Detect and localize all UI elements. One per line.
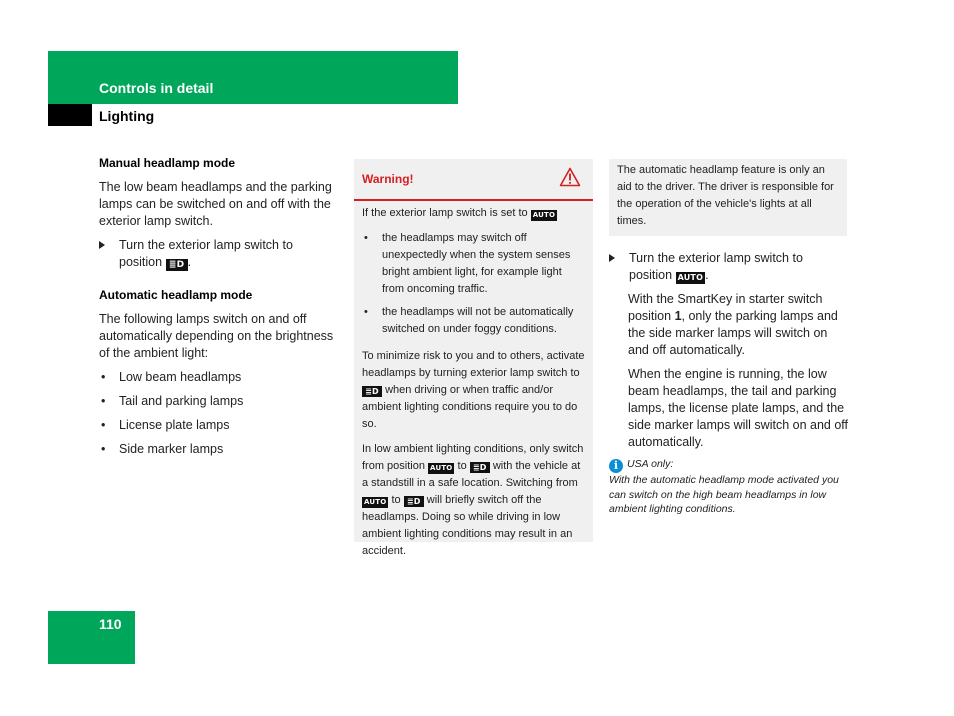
warning-bullet: • the headlamps will not be automatically switched on under foggy conditions. bbox=[362, 304, 585, 338]
left-column bbox=[99, 155, 339, 465]
usa-label: USA only: bbox=[627, 458, 674, 470]
warning-label: Warning! bbox=[362, 172, 414, 186]
auto-symbol: AUTO bbox=[677, 273, 704, 282]
warning-bullet: • the headlamps may switch off unexpectedly when the system senses bright ambient light, for example light from oncoming traffic. bbox=[362, 230, 585, 298]
warning-lead: If the exterior lamp switch is set to AUTO bbox=[362, 207, 556, 219]
info-icon: i bbox=[609, 459, 623, 473]
lamp-switch-symbol: ≣D bbox=[404, 496, 424, 507]
automatic-intro: The following lamps switch on and off automatically depending on the brightness of the ambient light: bbox=[99, 312, 334, 360]
auto-symbol: AUTO bbox=[364, 498, 387, 506]
manual-intro: The low beam headlamps and the parking lamps can be switched on and off with the exterior lamp switch. bbox=[99, 180, 332, 228]
manual-step: Turn the exterior lamp switch to position ≣D . bbox=[99, 237, 339, 271]
note-box: The automatic headlamp feature is only an aid to the driver. The driver is responsible for the operation of the vehicle's lights at all times. bbox=[609, 159, 847, 236]
warning-triangle-icon bbox=[559, 167, 581, 187]
usa-note bbox=[609, 457, 849, 517]
automatic-heading: Automatic headlamp mode bbox=[99, 288, 253, 302]
usa-text: With the automatic headlamp mode activated you can switch on the high beam headlamps in low ambient lighting conditions. bbox=[609, 474, 839, 515]
step-arrow-icon bbox=[609, 254, 615, 262]
list-item: • Side marker lamps bbox=[99, 441, 339, 458]
chapter-title: Controls in detail bbox=[99, 80, 214, 96]
auto-symbol: AUTO bbox=[430, 464, 453, 472]
auto-symbol: AUTO bbox=[532, 211, 556, 219]
right-step: Turn the exterior lamp switch to position AUTO . bbox=[609, 250, 849, 284]
manual-heading: Manual headlamp mode bbox=[99, 156, 236, 170]
step-arrow-icon bbox=[99, 241, 105, 249]
warning-header bbox=[354, 159, 593, 201]
warning-box bbox=[354, 159, 593, 557]
lamp-switch-symbol: ≣D bbox=[166, 259, 188, 271]
section-marker bbox=[48, 104, 92, 126]
section-title: Lighting bbox=[99, 108, 155, 124]
right-paragraph-1: With the SmartKey in starter switch position 1, only the parking lamps and the side marker lamps will switch on and off automatically. bbox=[628, 292, 838, 357]
list-item: • License plate lamps bbox=[99, 417, 339, 434]
page-number: 110 bbox=[99, 616, 122, 632]
warning-paragraph-3: In low ambient lighting conditions, only switch from position AUTO to ≣D with the vehicle at a standstill in a safe location. Switching from AUTO to ≣D will briefly switch off the headlamps. Doing so while driving in low ambient lighting conditions may result in an accident. bbox=[362, 443, 584, 557]
lamp-switch-symbol: ≣D bbox=[362, 386, 382, 397]
warning-paragraph-2: To minimize risk to you and to others, activate headlamps by turning exterior lamp switch to ≣D when driving or when traffic and/or ambient lighting conditions require you to do so. bbox=[362, 350, 585, 430]
right-paragraph-2: When the engine is running, the low beam headlamps, the tail and parking lamps, the license plate lamps, and the side marker lamps will switch on and off automatically. bbox=[628, 367, 848, 449]
list-item: • Low beam headlamps bbox=[99, 369, 339, 386]
list-item: • Tail and parking lamps bbox=[99, 393, 339, 410]
lamp-switch-symbol: ≣D bbox=[470, 462, 490, 473]
header-bar bbox=[48, 51, 458, 104]
right-column bbox=[609, 250, 849, 458]
